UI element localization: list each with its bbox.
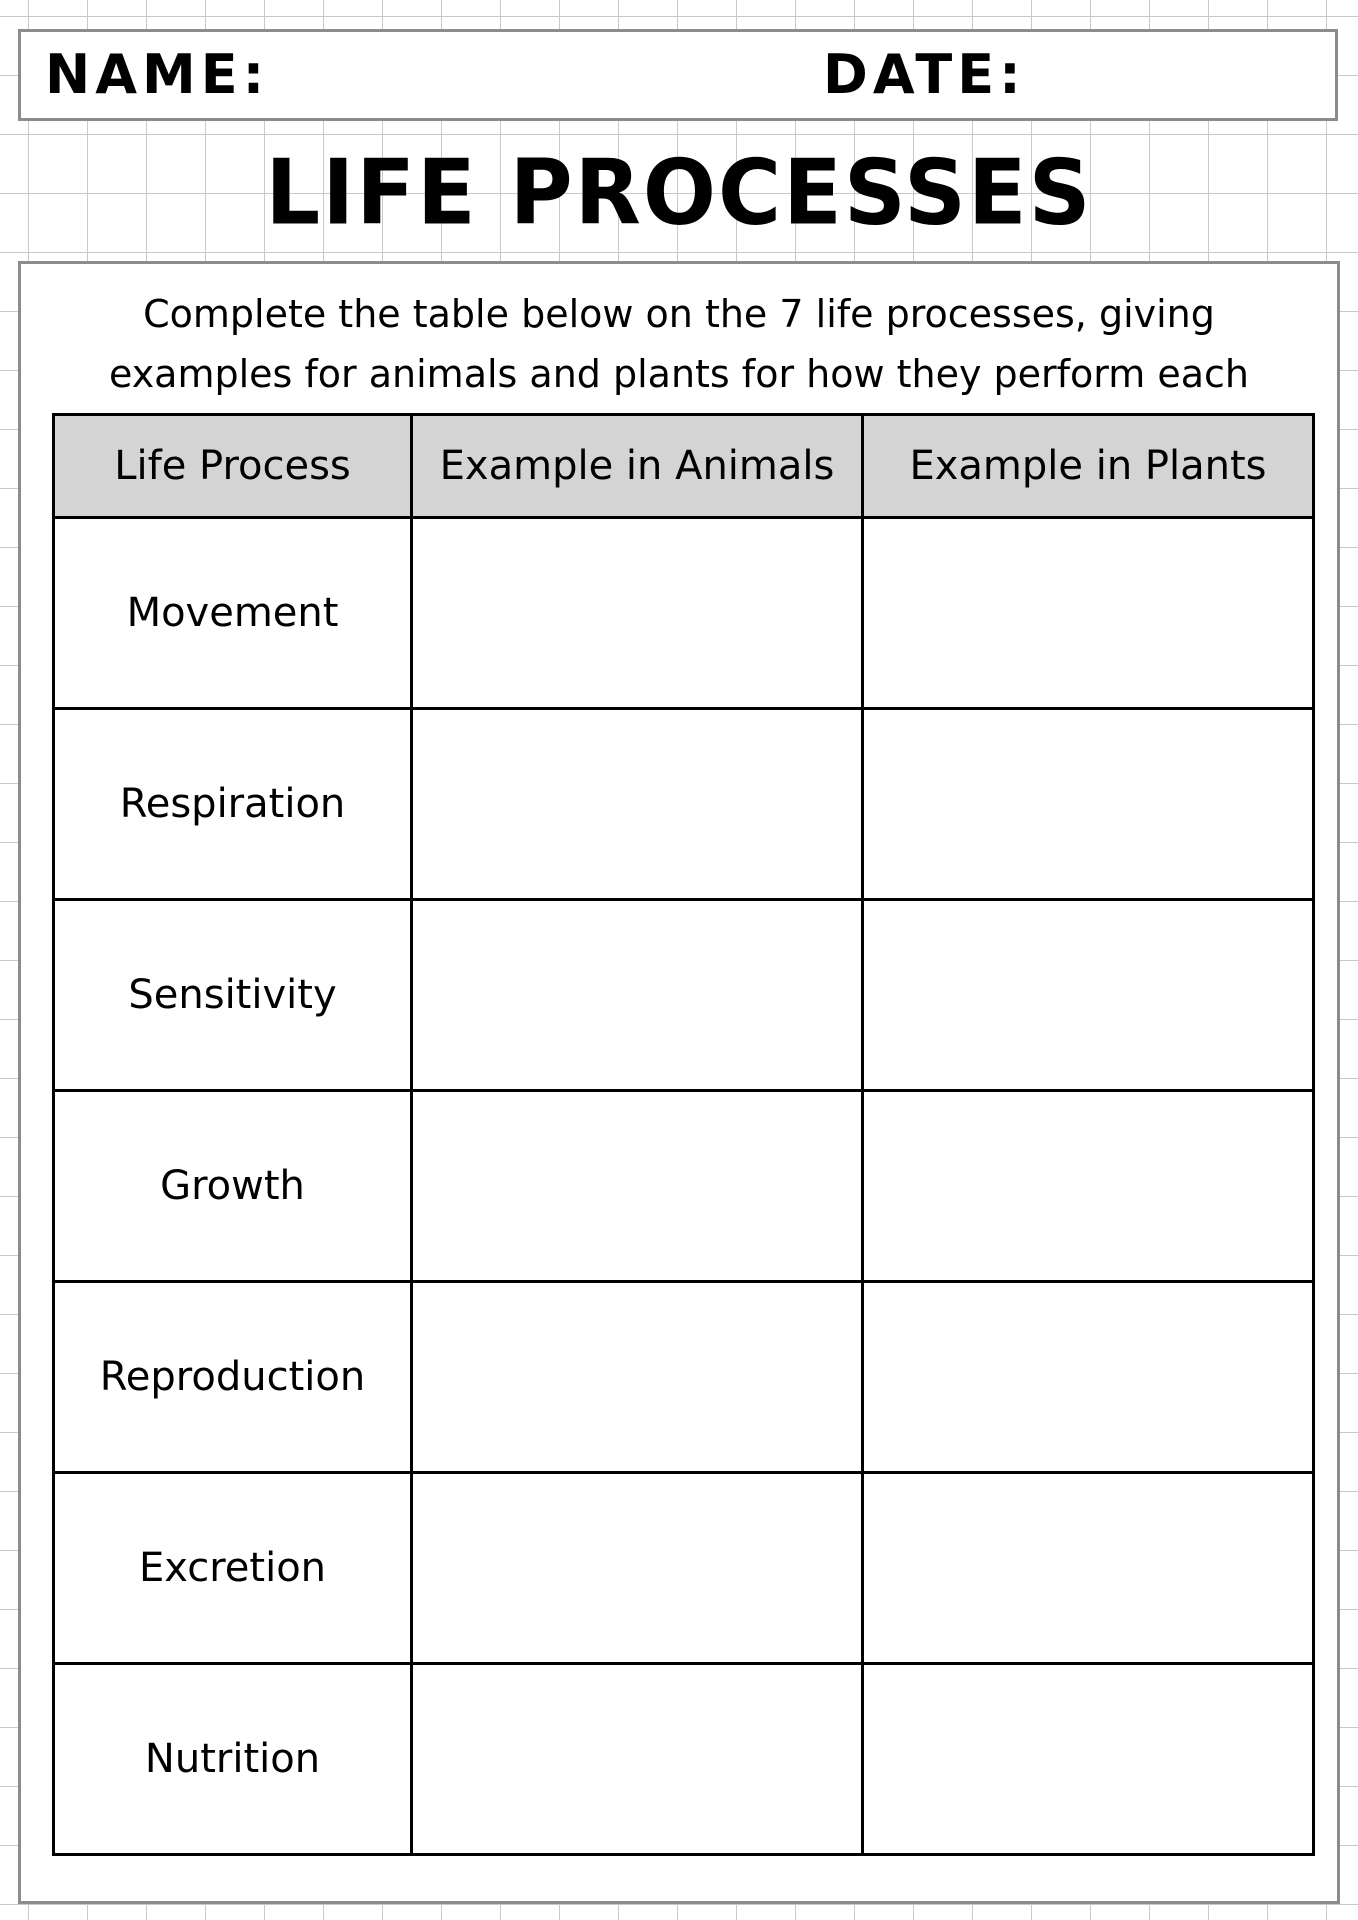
worksheet-title: LIFE PROCESSES — [265, 140, 1093, 246]
table-row — [54, 709, 1314, 900]
plants-answer-cell[interactable] — [863, 709, 1314, 900]
process-cell-nutrition: Nutrition — [54, 1664, 412, 1855]
life-processes-table — [52, 413, 1315, 1856]
animals-answer-cell[interactable] — [412, 1091, 863, 1282]
column-header-example-plants: Example in Plants — [863, 415, 1314, 518]
column-header-life-process: Life Process — [54, 415, 412, 518]
table-row — [54, 1282, 1314, 1473]
animals-answer-cell[interactable] — [412, 1664, 863, 1855]
process-cell-sensitivity: Sensitivity — [54, 900, 412, 1091]
process-cell-reproduction: Reproduction — [54, 1282, 412, 1473]
column-header-example-animals: Example in Animals — [412, 415, 863, 518]
table-row — [54, 518, 1314, 709]
plants-answer-cell[interactable] — [863, 518, 1314, 709]
table-row — [54, 1091, 1314, 1282]
animals-answer-cell[interactable] — [412, 1473, 863, 1664]
table-row — [54, 1473, 1314, 1664]
instructions-text: Complete the table below on the 7 life processes, giving examples for animals and plants for how they perform each — [108, 292, 1250, 396]
process-cell-respiration: Respiration — [54, 709, 412, 900]
table-header-row — [54, 415, 1314, 518]
process-cell-movement: Movement — [54, 518, 412, 709]
plants-answer-cell[interactable] — [863, 1664, 1314, 1855]
table-row — [54, 1664, 1314, 1855]
process-cell-excretion: Excretion — [54, 1473, 412, 1664]
plants-answer-cell[interactable] — [863, 900, 1314, 1091]
animals-answer-cell[interactable] — [412, 709, 863, 900]
animals-answer-cell[interactable] — [412, 518, 863, 709]
animals-answer-cell[interactable] — [412, 900, 863, 1091]
name-label: NAME: — [45, 43, 270, 106]
plants-answer-cell[interactable] — [863, 1091, 1314, 1282]
worksheet-panel — [18, 261, 1340, 1904]
date-label: DATE: — [823, 43, 1026, 106]
name-date-box — [18, 29, 1338, 121]
animals-answer-cell[interactable] — [412, 1282, 863, 1473]
table-row — [54, 900, 1314, 1091]
process-cell-growth: Growth — [54, 1091, 412, 1282]
plants-answer-cell[interactable] — [863, 1282, 1314, 1473]
plants-answer-cell[interactable] — [863, 1473, 1314, 1664]
